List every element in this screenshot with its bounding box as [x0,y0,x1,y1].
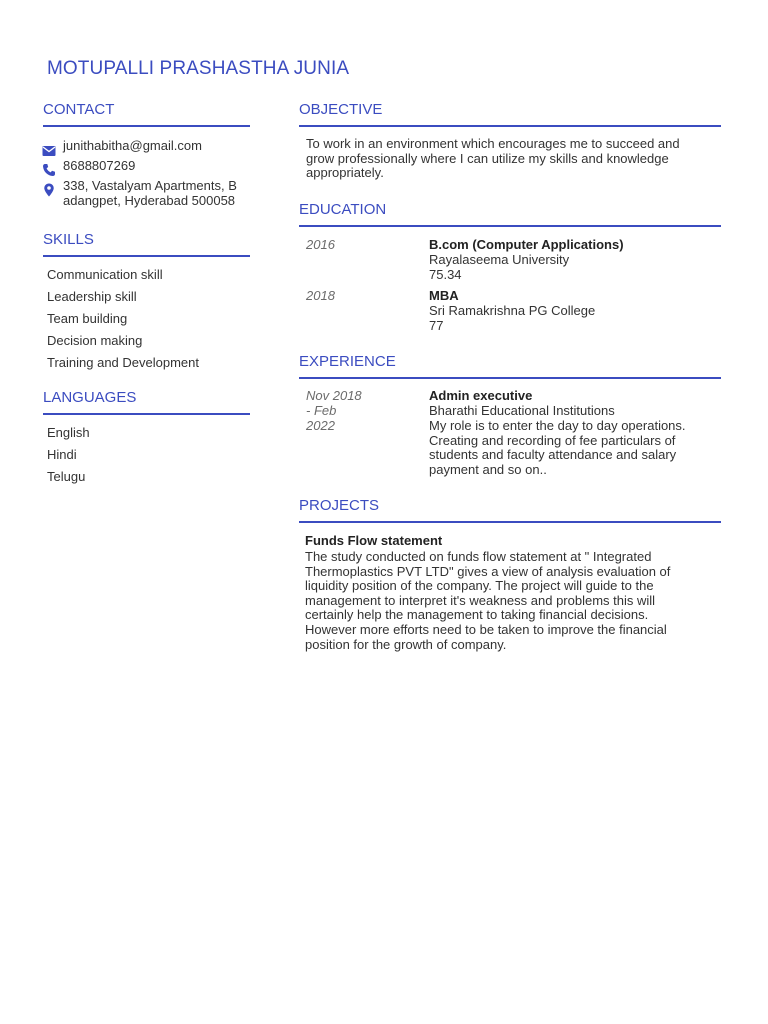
experience-company: Bharathi Educational Institutions [429,403,615,418]
project-description: The study conducted on funds flow statement at " Integrated Thermoplastics PVT LTD" gives a view of analysis evaluation of liquidity position of the company. The project will guide to the management to interpret it's weakness and problems this will certainly help the management to taking financial decisions. However more efforts need to be taken to improve the financial position for the growth of company. [305,549,671,652]
language-item: Telugu [47,469,86,484]
objective-heading: OBJECTIVE [299,101,383,118]
objective-divider [299,125,721,127]
objective-text: To work in an environment which encourages me to succeed and grow professionally where I can utilize my skills and knowledge appropriately. [306,136,680,181]
education-score: 77 [429,318,444,333]
phone-icon [42,163,56,177]
projects-heading: PROJECTS [299,497,380,514]
experience-role: Admin executive [429,388,533,403]
experience-heading: EXPERIENCE [299,353,396,370]
experience-period-line3: 2022 [306,418,335,433]
skill-item: Team building [47,311,128,326]
education-score: 75.34 [429,267,462,282]
language-item: Hindi [47,447,77,462]
location-pin-icon [42,183,56,197]
project-title: Funds Flow statement [305,533,443,548]
contact-heading: CONTACT [43,101,115,118]
contact-address-line2: adangpet, Hyderabad 500058 [63,193,236,208]
education-institution: Sri Ramakrishna PG College [429,303,596,318]
skill-item: Training and Development [47,355,199,370]
contact-phone[interactable]: 8688807269 [63,158,136,173]
education-institution: Rayalaseema University [429,252,570,267]
education-year: 2016 [306,237,335,252]
languages-divider [43,413,250,415]
education-degree: MBA [429,288,459,303]
education-divider [299,225,721,227]
contact-email[interactable]: junithabitha@gmail.com [63,138,202,153]
contact-address-line1: 338, Vastalyam Apartments, B [63,178,237,193]
education-year: 2018 [306,288,335,303]
education-degree: B.com (Computer Applications) [429,237,624,252]
experience-period-line2: - Feb [306,403,337,418]
experience-description: My role is to enter the day to day operations. Creating and recording of fee particulars of students and faculty attendance and salary payment and so on.. [429,418,686,477]
contact-divider [43,125,250,127]
language-item: English [47,425,90,440]
projects-divider [299,521,721,523]
resume-name: MOTUPALLI PRASHASTHA JUNIA [47,58,350,79]
skill-item: Decision making [47,333,143,348]
education-heading: EDUCATION [299,201,387,218]
experience-divider [299,377,721,379]
skill-item: Communication skill [47,267,163,282]
skills-heading: SKILLS [43,231,94,248]
skill-item: Leadership skill [47,289,137,304]
skills-divider [43,255,250,257]
envelope-icon [42,144,56,158]
languages-heading: LANGUAGES [43,389,137,406]
experience-period-line1: Nov 2018 [306,388,362,403]
